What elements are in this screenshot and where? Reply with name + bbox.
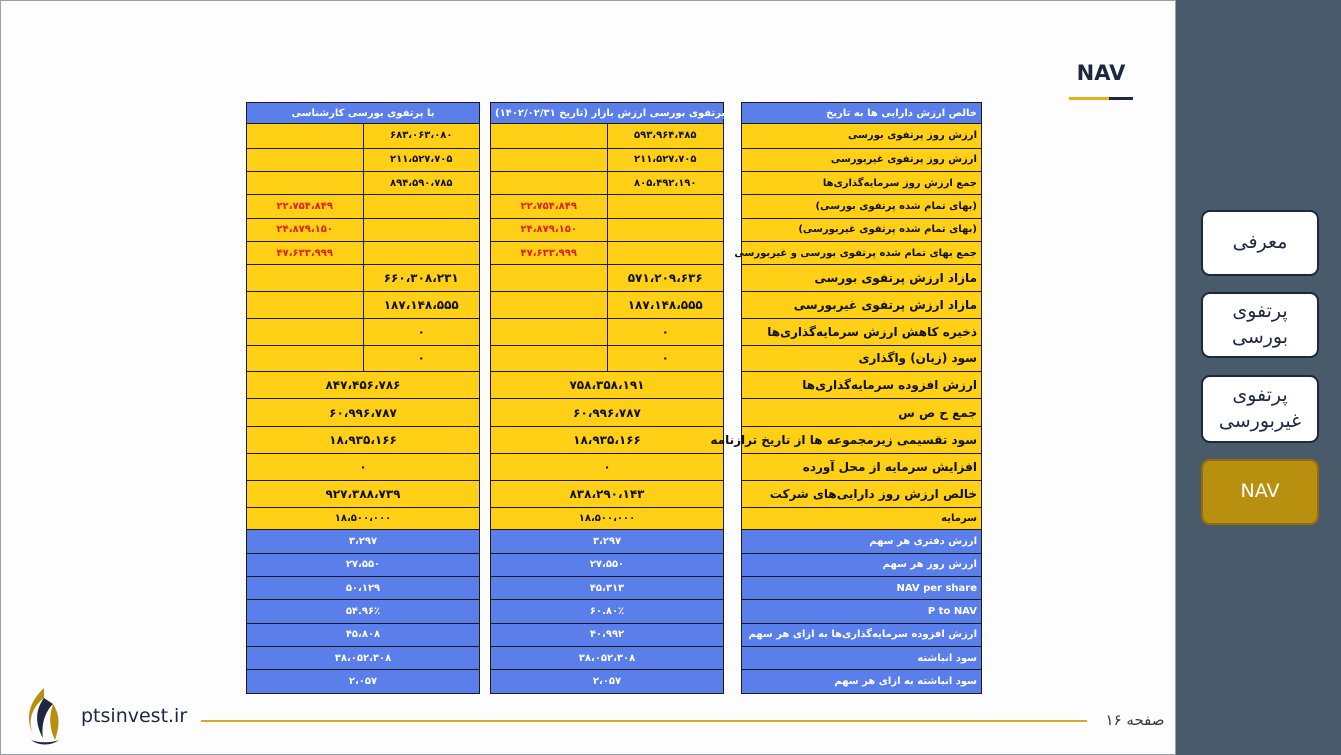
table-row — [742, 172, 982, 195]
table-row — [742, 195, 982, 218]
row-label: سود انباشته به ازای هر سهم — [742, 670, 982, 694]
market-valuation-table — [490, 102, 737, 694]
row-label: ارزش روز پرتفوی بورسی — [742, 124, 982, 148]
row-label: ارزش روز هر سهم — [742, 553, 982, 576]
table-row — [742, 124, 982, 148]
value-cell — [247, 124, 364, 148]
value-cell: ۳۸،۰۵۲،۳۰۸ — [247, 647, 480, 670]
table-row — [247, 319, 480, 345]
table-row — [491, 647, 724, 670]
table-row — [742, 399, 982, 426]
value-cell — [363, 218, 480, 241]
table-row — [742, 218, 982, 241]
table-row — [247, 218, 480, 241]
value-cell: ۸۳۸،۲۹۰،۱۴۳ — [491, 480, 724, 507]
column-header: خالص ارزش دارایی ها به تاریخ — [742, 103, 982, 124]
table-row — [491, 218, 724, 241]
value-cell: ۲۷،۵۵۰ — [491, 553, 724, 576]
row-label: مازاد ارزش پرتفوی غیربورسی — [742, 291, 982, 318]
table-row — [491, 172, 724, 195]
value-cell: ۰ — [363, 319, 480, 345]
row-label: P to NAV — [742, 600, 982, 623]
table-row — [247, 242, 480, 265]
value-cell — [491, 319, 608, 345]
company-logo — [15, 684, 73, 748]
table-row — [491, 242, 724, 265]
value-cell — [363, 242, 480, 265]
value-cell: ۱۸،۵۰۰،۰۰۰ — [491, 507, 724, 529]
nav-listed-portfolio-button[interactable]: پرتفوی بورسی — [1201, 292, 1319, 358]
row-label: ارزش افزوده سرمایه‌گذاری‌ها — [742, 371, 982, 398]
value-cell: ۸۰۵،۴۹۲،۱۹۰ — [607, 172, 724, 195]
value-cell: ۲،۰۵۷ — [247, 670, 480, 694]
table-row — [491, 507, 724, 529]
table-row — [742, 426, 982, 453]
table-row — [247, 265, 480, 291]
row-label: ذخیره کاهش ارزش سرمایه‌گذاری‌ها — [742, 319, 982, 345]
value-cell: ۱۸۷،۱۴۸،۵۵۵ — [363, 291, 480, 318]
table-row — [247, 530, 480, 553]
table-row — [491, 426, 724, 453]
value-cell: ۵۴.۹۶٪ — [247, 600, 480, 623]
row-label: NAV per share — [742, 577, 982, 600]
value-cell: ۱۸،۹۳۵،۱۶۶ — [247, 426, 480, 453]
table-row — [247, 480, 480, 507]
value-cell — [491, 345, 608, 371]
column-header: با پرتفوی بورسی کارشناسی — [247, 103, 480, 124]
value-cell: ۹۲۷،۳۸۸،۷۳۹ — [247, 480, 480, 507]
table-row — [742, 553, 982, 576]
table-row — [742, 507, 982, 529]
value-cell — [607, 195, 724, 218]
value-cell: ۰ — [363, 345, 480, 371]
value-cell — [491, 124, 608, 148]
table-row — [491, 600, 724, 623]
value-cell: ۳۸،۰۵۲،۳۰۸ — [491, 647, 724, 670]
value-cell: ۵۹۳،۹۶۴،۴۸۵ — [607, 124, 724, 148]
table-row — [491, 265, 724, 291]
value-cell — [247, 148, 364, 171]
row-label: سود انباشته — [742, 647, 982, 670]
table-row — [742, 371, 982, 398]
value-cell: ۴۷،۶۳۳،۹۹۹ — [491, 242, 608, 265]
table-row — [491, 399, 724, 426]
table-row — [742, 600, 982, 623]
nav-nav-button[interactable]: NAV — [1201, 459, 1319, 525]
value-cell: ۲۴،۸۷۹،۱۵۰ — [491, 218, 608, 241]
value-cell: ۸۹۴،۵۹۰،۷۸۵ — [363, 172, 480, 195]
value-cell: ۶۰،۹۹۶،۷۸۷ — [247, 399, 480, 426]
row-label: (بهای تمام شده پرتفوی غیربورسی) — [742, 218, 982, 241]
nav-unlisted-portfolio-button[interactable]: پرتفوی غیربورسی — [1201, 375, 1319, 443]
row-label: جمع ح ص س — [742, 399, 982, 426]
table-row — [491, 454, 724, 480]
nav-labels-table — [710, 102, 982, 694]
table-row — [491, 148, 724, 171]
table-row — [491, 480, 724, 507]
value-cell: ۶۶۰،۳۰۸،۲۳۱ — [363, 265, 480, 291]
value-cell — [491, 291, 608, 318]
value-cell: ۴۵،۳۱۳ — [491, 577, 724, 600]
value-cell: ۴۵،۸۰۸ — [247, 623, 480, 646]
column-header: با پرتفوی بورسی ارزش بازار (تاریخ ۱۴۰۲/۰۲/۳۱) — [491, 103, 724, 124]
table-row — [742, 242, 982, 265]
value-cell: ۲۱۱،۵۲۷،۷۰۵ — [607, 148, 724, 171]
table-row — [247, 399, 480, 426]
value-cell — [491, 148, 608, 171]
value-cell: ۱۸،۹۳۵،۱۶۶ — [491, 426, 724, 453]
row-label: ارزش افزوده سرمایه‌گذاری‌ها به ازای هر سهم — [742, 623, 982, 646]
title-underline — [1069, 97, 1133, 100]
value-cell: ۶۰،۹۹۶،۷۸۷ — [491, 399, 724, 426]
value-cell — [247, 319, 364, 345]
table-row — [247, 670, 480, 694]
page-number: صفحه ۱۶ — [1105, 711, 1165, 729]
website-url[interactable]: ptsinvest.ir — [81, 705, 188, 727]
value-cell: ۷۵۸،۳۵۸،۱۹۱ — [491, 371, 724, 398]
table-row — [491, 291, 724, 318]
table-row — [247, 172, 480, 195]
table-row — [742, 577, 982, 600]
row-label: افزایش سرمایه از محل آورده — [742, 454, 982, 480]
value-cell: ۰ — [607, 345, 724, 371]
table-row — [491, 124, 724, 148]
value-cell: ۲،۰۵۷ — [491, 670, 724, 694]
value-cell — [247, 345, 364, 371]
value-cell: ۲۲،۷۵۴،۸۴۹ — [247, 195, 364, 218]
value-cell: ۴۷،۶۳۳،۹۹۹ — [247, 242, 364, 265]
value-cell: ۴۰،۹۹۲ — [491, 623, 724, 646]
value-cell — [247, 265, 364, 291]
table-row — [491, 577, 724, 600]
row-label: جمع ارزش روز سرمایه‌گذاری‌ها — [742, 172, 982, 195]
table-row — [247, 371, 480, 398]
table-row — [491, 319, 724, 345]
expert-valuation-table — [246, 102, 480, 694]
table-row — [247, 345, 480, 371]
row-label: سود (زیان) واگذاری — [742, 345, 982, 371]
table-row — [247, 623, 480, 646]
value-cell: ۵۰،۱۲۹ — [247, 577, 480, 600]
table-row — [491, 623, 724, 646]
table-row — [491, 371, 724, 398]
page-title: NAV — [1076, 61, 1126, 85]
table-row — [742, 670, 982, 694]
row-label: (بهای تمام شده پرتفوی بورسی) — [742, 195, 982, 218]
row-label: سرمایه — [742, 507, 982, 529]
table-row — [742, 345, 982, 371]
value-cell — [607, 218, 724, 241]
table-row — [247, 124, 480, 148]
value-cell — [491, 265, 608, 291]
row-label: مازاد ارزش پرتفوی بورسی — [742, 265, 982, 291]
table-row — [247, 195, 480, 218]
value-cell: ۳،۲۹۷ — [247, 530, 480, 553]
table-row — [742, 647, 982, 670]
value-cell: ۶۰.۸۰٪ — [491, 600, 724, 623]
value-cell: ۰ — [247, 454, 480, 480]
table-row — [247, 426, 480, 453]
value-cell: ۲۴،۸۷۹،۱۵۰ — [247, 218, 364, 241]
value-cell: ۰ — [491, 454, 724, 480]
value-cell — [247, 291, 364, 318]
table-row — [491, 345, 724, 371]
row-label: جمع بهای تمام شده پرتفوی بورسی و غیربورسی — [742, 242, 982, 265]
value-cell: ۳،۲۹۷ — [491, 530, 724, 553]
table-row — [491, 195, 724, 218]
table-row — [742, 530, 982, 553]
value-cell: ۰ — [607, 319, 724, 345]
table-row — [247, 507, 480, 529]
table-row — [247, 647, 480, 670]
table-row — [247, 291, 480, 318]
footer-divider — [201, 720, 1087, 722]
table-row — [742, 480, 982, 507]
value-cell — [491, 172, 608, 195]
table-row — [247, 577, 480, 600]
table-row — [247, 148, 480, 171]
table-row — [247, 600, 480, 623]
row-label: ارزش دفتری هر سهم — [742, 530, 982, 553]
table-row — [742, 148, 982, 171]
nav-intro-button[interactable]: معرفی — [1201, 210, 1319, 276]
table-row — [742, 265, 982, 291]
value-cell: ۲۱۱،۵۲۷،۷۰۵ — [363, 148, 480, 171]
value-cell: ۱۸۷،۱۴۸،۵۵۵ — [607, 291, 724, 318]
table-row — [742, 454, 982, 480]
table-row — [247, 553, 480, 576]
value-cell: ۵۷۱،۲۰۹،۶۳۶ — [607, 265, 724, 291]
table-row — [742, 623, 982, 646]
table-row — [247, 454, 480, 480]
table-row — [491, 553, 724, 576]
row-label: سود تقسیمی زیرمجموعه ها از تاریخ ترازنامه — [742, 426, 982, 453]
table-row — [742, 319, 982, 345]
table-row — [491, 530, 724, 553]
value-cell: ۸۴۷،۴۵۶،۷۸۶ — [247, 371, 480, 398]
row-label: ارزش روز پرتفوی غیربورسی — [742, 148, 982, 171]
row-label: خالص ارزش روز دارایی‌های شرکت — [742, 480, 982, 507]
value-cell: ۶۸۳،۰۶۳،۰۸۰ — [363, 124, 480, 148]
value-cell: ۲۷،۵۵۰ — [247, 553, 480, 576]
value-cell — [607, 242, 724, 265]
table-row — [491, 670, 724, 694]
value-cell — [247, 172, 364, 195]
value-cell: ۱۸،۵۰۰،۰۰۰ — [247, 507, 480, 529]
value-cell — [363, 195, 480, 218]
value-cell: ۲۲،۷۵۴،۸۴۹ — [491, 195, 608, 218]
table-row — [742, 291, 982, 318]
